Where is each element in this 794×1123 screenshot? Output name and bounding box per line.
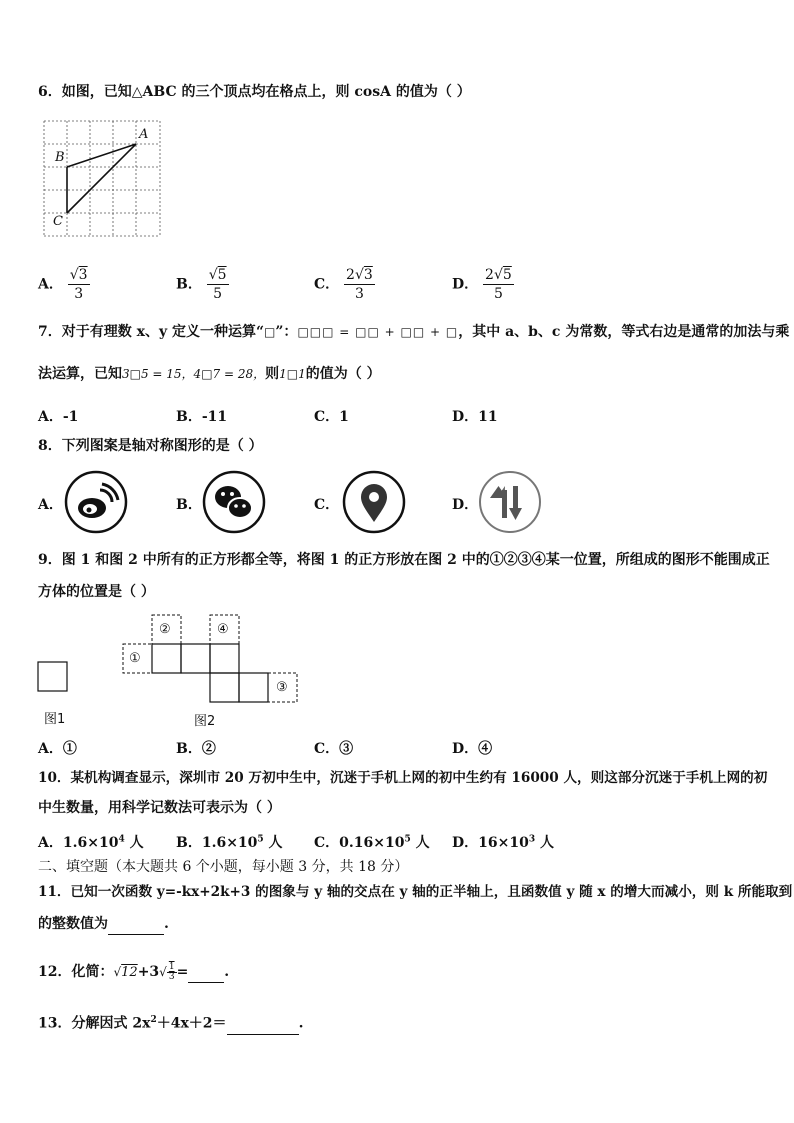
position-label-1: ① [129, 651, 141, 666]
q8-option-c[interactable]: C． [314, 497, 340, 513]
position-label-2: ② [159, 622, 171, 637]
position-label-4: ④ [217, 622, 229, 637]
q9-option-b[interactable]: B．② [176, 741, 216, 757]
q13-line: 13．分解因式 $2x^2+4x+2=$ . [38, 1010, 303, 1035]
radical: √12 [113, 965, 138, 980]
figure1-label: 图1 [44, 712, 66, 727]
option-letter: B． [176, 276, 202, 293]
q9-option-a[interactable]: A．① [38, 741, 77, 757]
q10-line1: 10．某机构调查显示，深圳市 20 万初中生中，沉迷于手机上网的初中生约有 16000 人，则这部分沉迷于手机上网的初 [38, 770, 768, 786]
q6-stem: 6．如图，已知△ABC 的三个顶点均在格点上，则 cosA 的值为（ ） [38, 84, 471, 100]
q7-option-a[interactable]: A．-1 [38, 409, 79, 425]
q10-option-b[interactable]: B．$1.6\times 10^5$ 人 [176, 834, 283, 851]
q10-line2: 中生数量，用科学记数法可表示为（ ） [38, 800, 281, 816]
q6-option-a[interactable] [38, 266, 90, 303]
q8-option-d[interactable]: D． [452, 497, 479, 513]
q8-option-b[interactable]: B． [176, 497, 202, 513]
radical-fraction: √ $\frac{1}{3}$ [159, 962, 175, 982]
fraction: $\frac{2√5}{5}$ [485, 267, 512, 302]
up-down-arrows-icon [478, 470, 542, 534]
q6-option-d[interactable] [452, 266, 514, 303]
fraction: $\frac{2√3}{3}$ [346, 267, 373, 302]
q10-option-d[interactable]: D．$16\times 10^3$ 人 [452, 834, 554, 851]
fraction: $\frac{√3}{3}$ [69, 267, 88, 302]
vertex-label-b: B [55, 150, 65, 165]
location-pin-icon [342, 470, 406, 534]
q11-line1: 11．已知一次函数 y=-kx+2k+3 的图象与 y 轴的交点在 y 轴的正半轴上，且函数值 y 随 x 的增大而减小，则 k 所能取到 [38, 884, 793, 900]
q7-line1: 7．对于有理数 x、y 定义一种运算“□”：□□□ = □□ + □□ + □，其中 a、b、c 为常数，等式右边是通常的加法与乘 [38, 324, 790, 340]
q8-option-a[interactable]: A． [38, 497, 63, 513]
q12-line: 12．化简：√12+3√ $\frac{1}{3}$ = . [38, 962, 230, 982]
option-letter: D． [452, 276, 479, 293]
option-letter: A． [38, 276, 63, 293]
q9-net-figure [36, 612, 306, 726]
vertex-label-c: C [53, 214, 63, 229]
figure2-label: 图2 [194, 714, 216, 729]
q9-option-d[interactable]: D．④ [452, 741, 493, 757]
vertex-label-a: A [139, 127, 149, 142]
q7-option-c[interactable]: C．1 [314, 409, 349, 425]
q9-option-c[interactable]: C．③ [314, 741, 354, 757]
q7-option-d[interactable]: D．11 [452, 409, 498, 425]
q9-line1: 9．图 1 和图 2 中所有的正方形都全等，将图 1 的正方形放在图 2 中的①②③④某一位置，所组成的图形不能围成正 [38, 552, 770, 568]
q8-stem: 8．下列图案是轴对称图形的是（ ） [38, 438, 263, 454]
q10-option-c[interactable]: C．$0.16\times 10^5$ 人 [314, 834, 430, 851]
section-heading: 二、填空题（本大题共 6 个小题，每小题 3 分，共 18 分） [38, 859, 409, 875]
wechat-icon [202, 470, 266, 534]
answer-blank[interactable] [108, 914, 164, 935]
q6-option-b[interactable] [176, 266, 229, 303]
option-letter: C． [314, 276, 340, 293]
q7-option-b[interactable]: B．-11 [176, 409, 228, 425]
q7-line2: 法运算，已知3□5 = 15，4□7 = 28，则1□1的值为（ ） [38, 366, 381, 382]
q11-line2: 的整数值为 . [38, 914, 169, 935]
q9-line2: 方体的位置是（ ） [38, 584, 155, 600]
position-label-3: ③ [276, 680, 288, 695]
fraction: $\frac{√5}{5}$ [208, 267, 227, 302]
q6-option-c[interactable] [314, 266, 375, 303]
answer-blank[interactable] [188, 962, 224, 983]
weibo-icon [64, 470, 128, 534]
q10-option-a[interactable]: A．$1.6\times 10^4$ 人 [38, 834, 144, 851]
answer-blank[interactable] [227, 1014, 299, 1035]
